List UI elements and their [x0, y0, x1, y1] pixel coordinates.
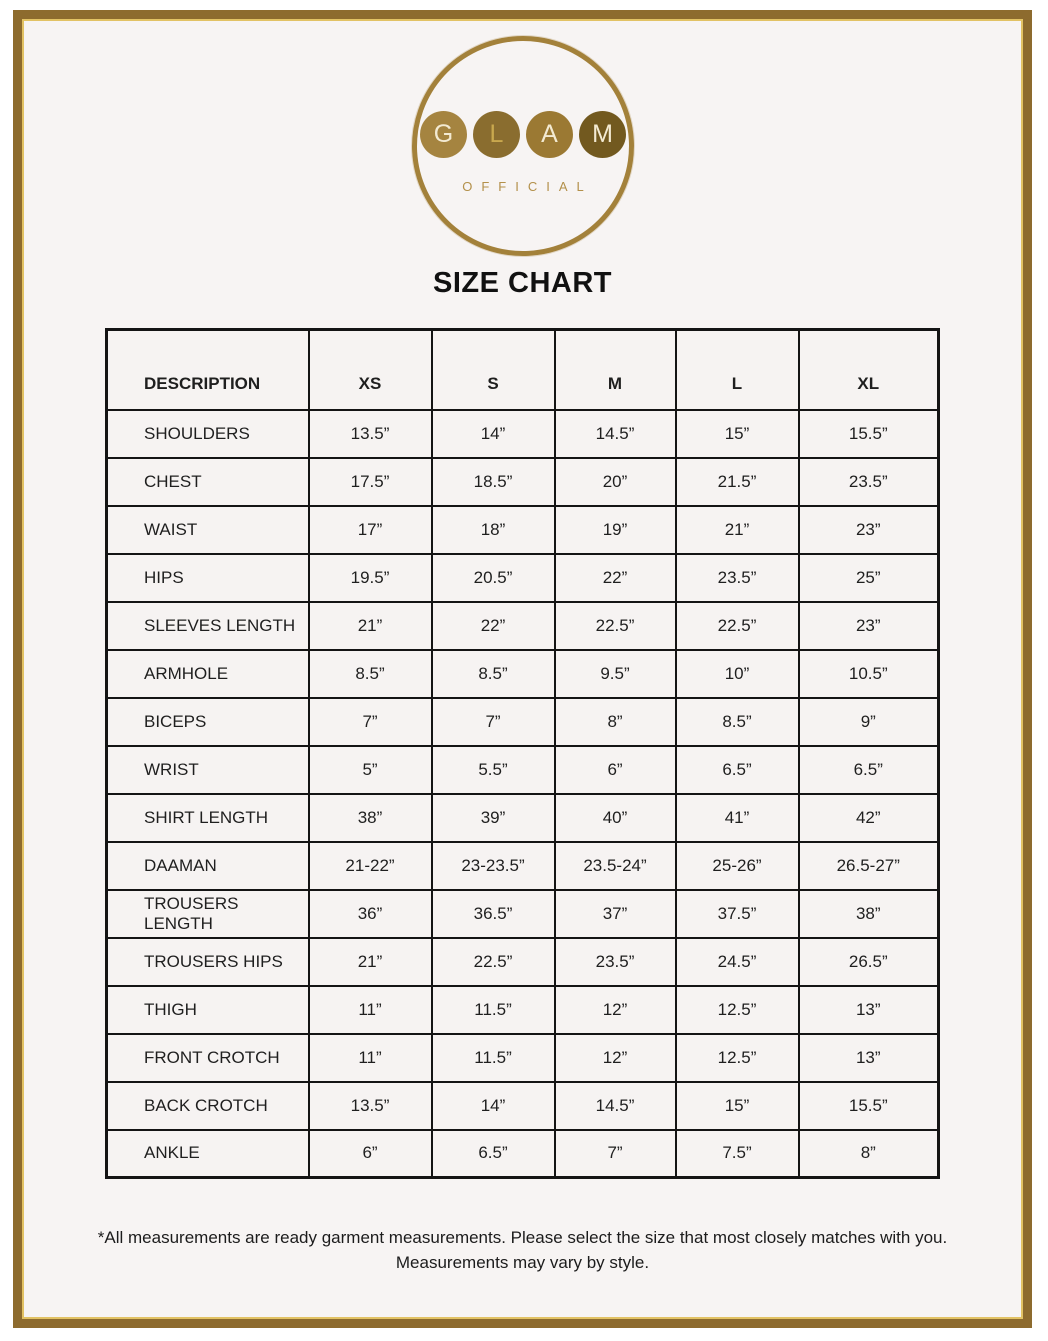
measurement-label: SHOULDERS [107, 410, 309, 458]
measurement-value: 23.5” [676, 554, 799, 602]
measurement-label: SHIRT LENGTH [107, 794, 309, 842]
measurement-value: 19” [555, 506, 676, 554]
measurement-value: 9” [799, 698, 939, 746]
measurement-value: 15.5” [799, 1082, 939, 1130]
column-header: XS [309, 330, 432, 410]
measurement-value: 17.5” [309, 458, 432, 506]
measurement-value: 22” [432, 602, 555, 650]
measurement-label: ANKLE [107, 1130, 309, 1178]
measurement-value: 23.5” [799, 458, 939, 506]
measurement-value: 13” [799, 1034, 939, 1082]
measurement-value: 13.5” [309, 410, 432, 458]
measurement-value: 6.5” [676, 746, 799, 794]
logo-letter-circle: L [473, 111, 520, 158]
column-header: XL [799, 330, 939, 410]
measurement-label: TROUSERS LENGTH [107, 890, 309, 938]
measurement-value: 21.5” [676, 458, 799, 506]
measurement-value: 6.5” [432, 1130, 555, 1178]
measurement-value: 12.5” [676, 986, 799, 1034]
measurement-value: 15” [676, 1082, 799, 1130]
column-header: S [432, 330, 555, 410]
measurement-value: 41” [676, 794, 799, 842]
measurement-value: 25-26” [676, 842, 799, 890]
measurement-value: 36.5” [432, 890, 555, 938]
measurement-value: 14.5” [555, 1082, 676, 1130]
table-row [107, 1034, 939, 1082]
table-row [107, 746, 939, 794]
measurement-value: 40” [555, 794, 676, 842]
size-chart-table [105, 328, 940, 1179]
measurement-value: 7” [309, 698, 432, 746]
measurement-label: SLEEVES LENGTH [107, 602, 309, 650]
table-row [107, 986, 939, 1034]
table-row [107, 602, 939, 650]
measurement-label: HIPS [107, 554, 309, 602]
measurement-label: WAIST [107, 506, 309, 554]
measurement-value: 8” [555, 698, 676, 746]
measurement-value: 12.5” [676, 1034, 799, 1082]
header-row [107, 330, 939, 410]
measurement-value: 23-23.5” [432, 842, 555, 890]
column-header: DESCRIPTION [107, 330, 309, 410]
measurement-value: 20.5” [432, 554, 555, 602]
measurement-value: 22.5” [555, 602, 676, 650]
measurement-value: 18.5” [432, 458, 555, 506]
measurement-label: TROUSERS HIPS [107, 938, 309, 986]
measurement-label: THIGH [107, 986, 309, 1034]
measurement-value: 8.5” [432, 650, 555, 698]
measurement-label: BICEPS [107, 698, 309, 746]
measurement-value: 11” [309, 1034, 432, 1082]
table-row [107, 1082, 939, 1130]
table-row [107, 794, 939, 842]
measurement-value: 26.5” [799, 938, 939, 986]
measurement-value: 37” [555, 890, 676, 938]
measurement-value: 23” [799, 602, 939, 650]
logo-inner [417, 41, 629, 251]
table-row [107, 890, 939, 938]
table-row [107, 842, 939, 890]
measurement-value: 6” [309, 1130, 432, 1178]
measurement-value: 8” [799, 1130, 939, 1178]
measurement-value: 6.5” [799, 746, 939, 794]
measurement-value: 22.5” [676, 602, 799, 650]
measurement-value: 18” [432, 506, 555, 554]
measurement-value: 21-22” [309, 842, 432, 890]
measurement-value: 8.5” [676, 698, 799, 746]
measurement-value: 14.5” [555, 410, 676, 458]
table-row [107, 938, 939, 986]
measurement-value: 22.5” [432, 938, 555, 986]
table-row [107, 410, 939, 458]
page-title: SIZE CHART [433, 267, 612, 299]
measurement-value: 15” [676, 410, 799, 458]
measurement-value: 24.5” [676, 938, 799, 986]
measurement-value: 13.5” [309, 1082, 432, 1130]
page-frame [13, 10, 1032, 1328]
measurement-value: 8.5” [309, 650, 432, 698]
logo-subtitle: OFFICIAL [461, 179, 593, 194]
footnote-line-1: *All measurements are ready garment measurements. Please select the size that most closely matches with you. [97, 1228, 948, 1247]
table-row [107, 458, 939, 506]
measurement-value: 20” [555, 458, 676, 506]
logo-ring-icon [406, 30, 639, 261]
measurement-value: 11.5” [432, 1034, 555, 1082]
measurement-value: 21” [676, 506, 799, 554]
table-row [107, 698, 939, 746]
measurement-value: 39” [432, 794, 555, 842]
measurement-value: 38” [309, 794, 432, 842]
measurement-value: 7” [432, 698, 555, 746]
measurement-value: 14” [432, 1082, 555, 1130]
measurement-value: 25” [799, 554, 939, 602]
measurement-value: 14” [432, 410, 555, 458]
logo-letter-circle: G [420, 111, 467, 158]
measurement-value: 19.5” [309, 554, 432, 602]
measurement-value: 13” [799, 986, 939, 1034]
measurement-value: 12” [555, 1034, 676, 1082]
table-row [107, 506, 939, 554]
measurement-value: 5” [309, 746, 432, 794]
measurement-value: 11” [309, 986, 432, 1034]
measurement-label: BACK CROTCH [107, 1082, 309, 1130]
measurement-value: 23.5” [555, 938, 676, 986]
measurement-label: WRIST [107, 746, 309, 794]
measurement-label: ARMHOLE [107, 650, 309, 698]
measurement-value: 23.5-24” [555, 842, 676, 890]
measurement-value: 21” [309, 938, 432, 986]
table-row [107, 650, 939, 698]
measurement-value: 6” [555, 746, 676, 794]
measurement-label: FRONT CROTCH [107, 1034, 309, 1082]
measurement-label: DAAMAN [107, 842, 309, 890]
measurement-value: 38” [799, 890, 939, 938]
logo-letter-circle: M [579, 111, 626, 158]
measurement-value: 10.5” [799, 650, 939, 698]
footnote [22, 1225, 1023, 1275]
measurement-value: 42” [799, 794, 939, 842]
measurement-value: 17” [309, 506, 432, 554]
table-row [107, 1130, 939, 1178]
measurement-value: 37.5” [676, 890, 799, 938]
measurement-value: 12” [555, 986, 676, 1034]
measurement-value: 36” [309, 890, 432, 938]
brand-logo [22, 36, 1023, 256]
measurement-value: 23” [799, 506, 939, 554]
logo-letter-row [417, 111, 629, 158]
measurement-label: CHEST [107, 458, 309, 506]
measurement-value: 7.5” [676, 1130, 799, 1178]
measurement-value: 10” [676, 650, 799, 698]
measurement-value: 15.5” [799, 410, 939, 458]
column-header: L [676, 330, 799, 410]
measurement-value: 9.5” [555, 650, 676, 698]
column-header: M [555, 330, 676, 410]
logo-letter-circle: A [526, 111, 573, 158]
measurement-value: 11.5” [432, 986, 555, 1034]
measurement-value: 21” [309, 602, 432, 650]
measurement-value: 22” [555, 554, 676, 602]
measurement-value: 5.5” [432, 746, 555, 794]
measurement-value: 26.5-27” [799, 842, 939, 890]
table-row [107, 554, 939, 602]
footnote-line-2: Measurements may vary by style. [395, 1253, 650, 1272]
measurement-value: 7” [555, 1130, 676, 1178]
